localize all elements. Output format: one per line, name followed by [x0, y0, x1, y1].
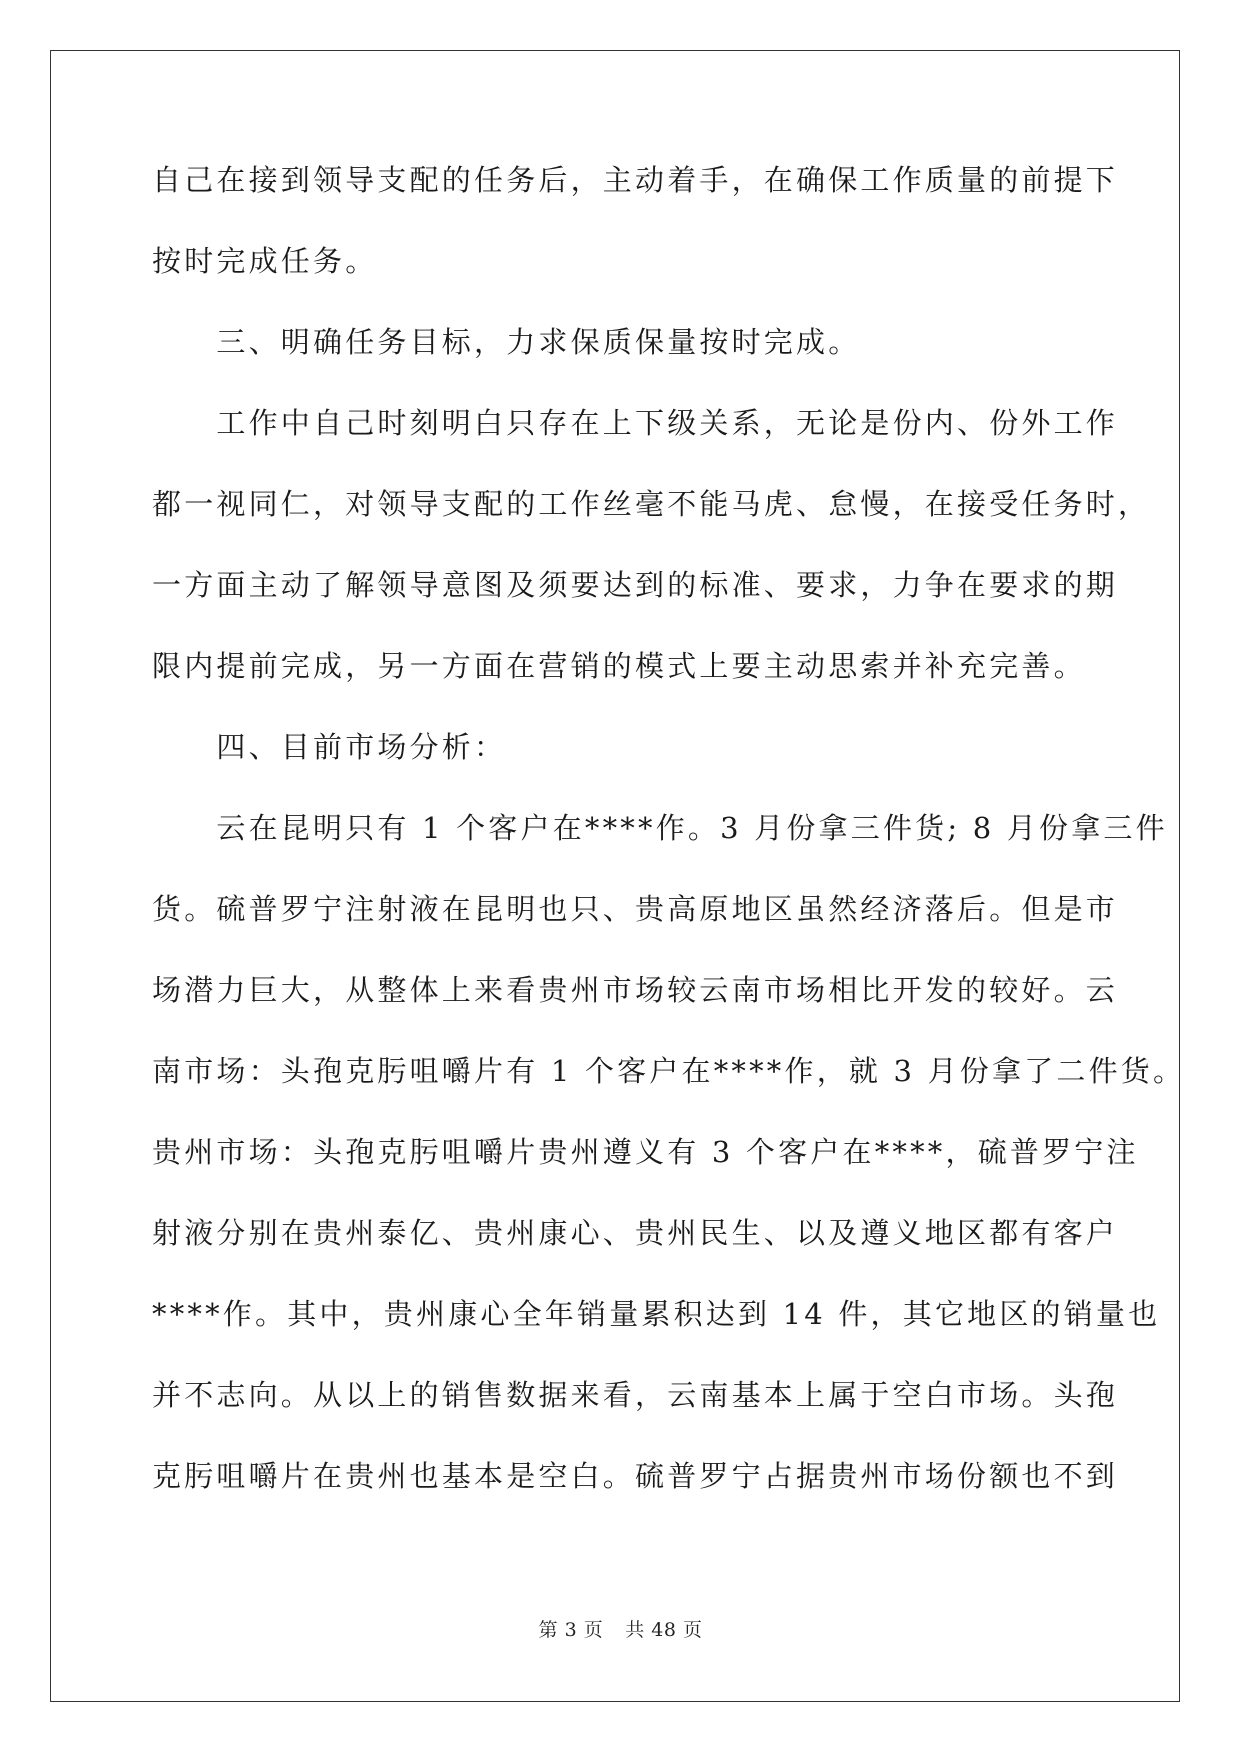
text-line: 一方面主动了解领导意图及须要达到的标准、要求，力争在要求的期: [152, 568, 1119, 602]
text-line: 货。硫普罗宁注射液在昆明也只、贵高原地区虽然经济落后。但是市: [152, 892, 1119, 926]
text-line: 云在昆明只有 1 个客户在****作。3 月份拿三件货; 8 月份拿三件: [152, 811, 1168, 845]
text-line: 场潜力巨大，从整体上来看贵州市场较云南市场相比开发的较好。云: [152, 973, 1119, 1007]
page-total: 共 48 页: [625, 1619, 703, 1641]
page-number: 第 3 页: [538, 1619, 604, 1641]
document-body: [152, 160, 1186, 1537]
section-heading: 三、明确任务目标，力求保质保量按时完成。: [152, 325, 861, 359]
text-line: 南市场：头孢克肟咀嚼片有 1 个客户在****作，就 3 月份拿了二件货。: [152, 1054, 1186, 1088]
page-footer: [0, 1615, 1241, 1642]
text-line: 克肟咀嚼片在贵州也基本是空白。硫普罗宁占据贵州市场份额也不到: [152, 1459, 1119, 1493]
section-heading: 四、目前市场分析：: [152, 730, 507, 764]
text-line: 限内提前完成，另一方面在营销的模式上要主动思索并补充完善。: [152, 649, 1086, 683]
text-line: 射液分别在贵州泰亿、贵州康心、贵州民生、以及遵义地区都有客户: [152, 1216, 1119, 1250]
text-line: 都一视同仁，对领导支配的工作丝毫不能马虎、怠慢，在接受任务时，: [152, 487, 1151, 521]
text-line: 贵州市场：头孢克肟咀嚼片贵州遵义有 3 个客户在****，硫普罗宁注: [152, 1135, 1139, 1169]
text-line: 自己在接到领导支配的任务后，主动着手，在确保工作质量的前提下: [152, 163, 1119, 197]
text-line: ****作。其中，贵州康心全年销量累积达到 14 件，其它地区的销量也: [152, 1297, 1161, 1331]
text-line: 工作中自己时刻明白只存在上下级关系，无论是份内、份外工作: [152, 406, 1119, 440]
text-line: 并不志向。从以上的销售数据来看，云南基本上属于空白市场。头孢: [152, 1378, 1119, 1412]
text-line: 按时完成任务。: [152, 244, 378, 278]
